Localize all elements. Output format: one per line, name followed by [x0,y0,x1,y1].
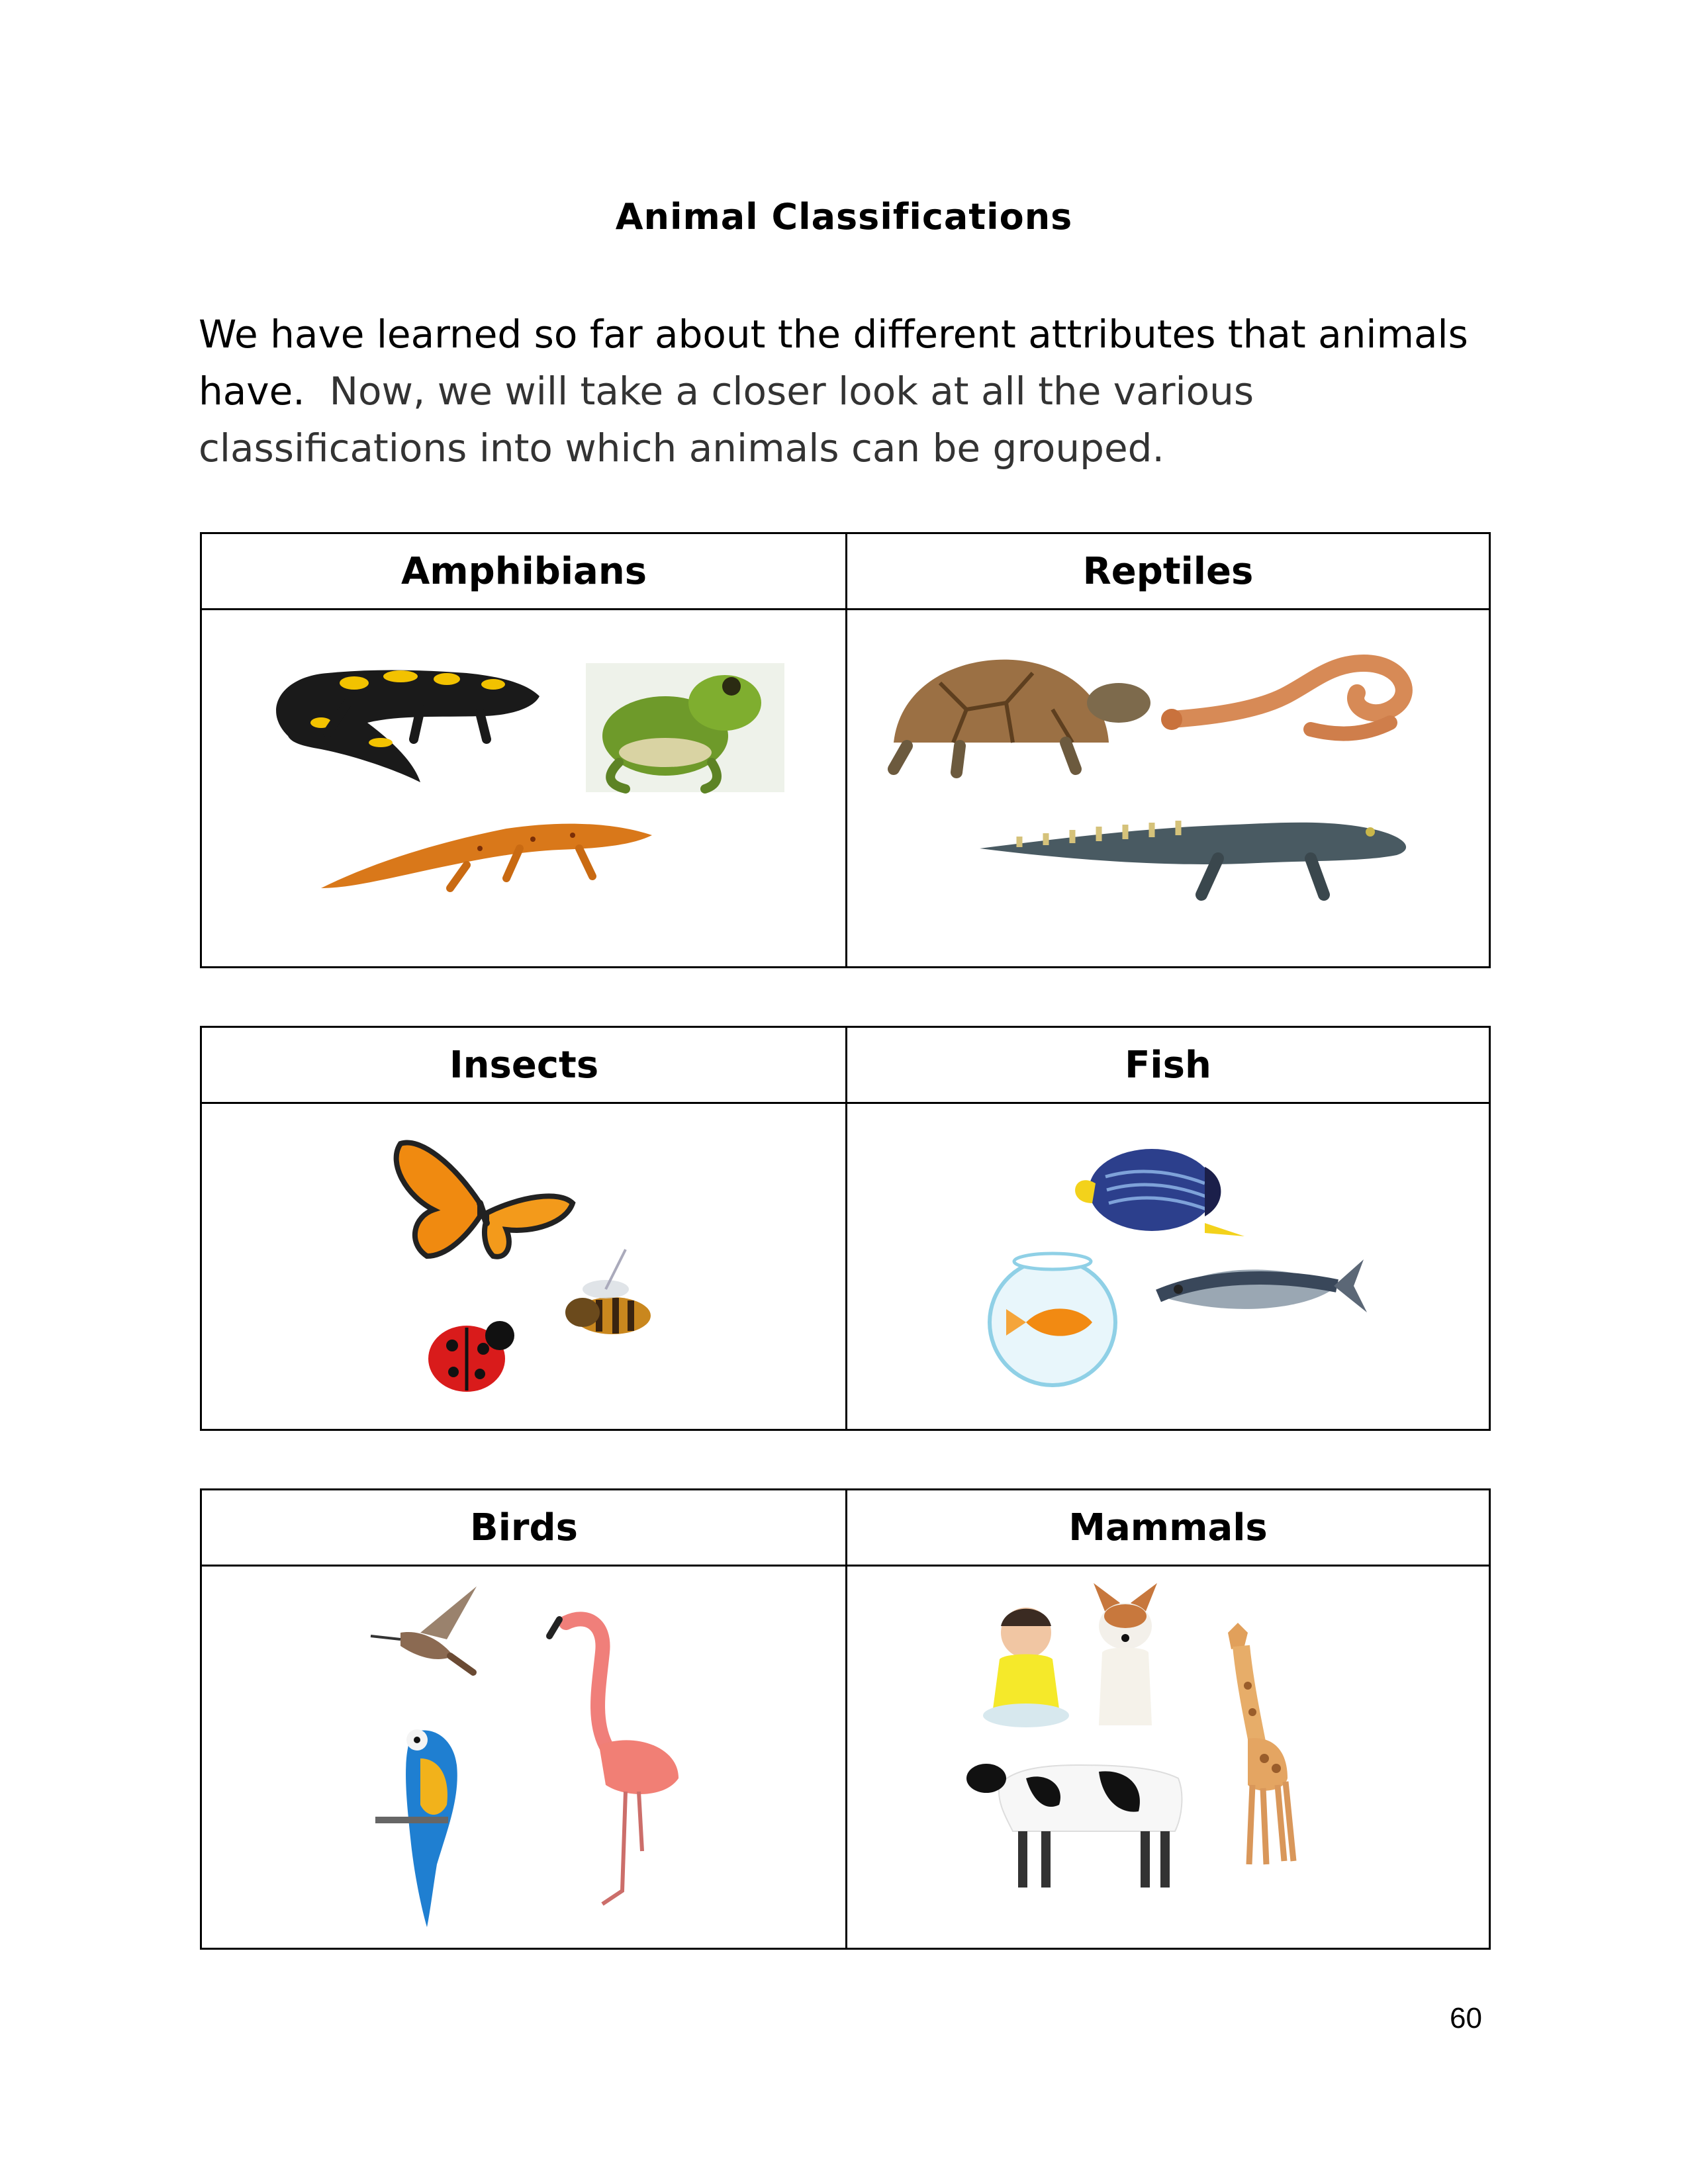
ladybug-image [428,1321,514,1392]
salamander-image [276,670,539,782]
page-number: 60 [1450,2002,1482,2034]
heading-amphibians: Amphibians [202,534,846,610]
cell-fish [847,1104,1489,1429]
cow-image [966,1764,1182,1888]
newt-image [321,824,652,888]
butterfly-image [397,1142,573,1256]
cell-mammals [847,1567,1489,1948]
baby-image [983,1608,1069,1727]
bee-image [565,1250,651,1334]
intro-part2: Now, we will take a closer look at all the various classifications into which animals can be grouped. [199,369,1254,471]
cell-reptiles [847,610,1489,966]
heading-mammals: Mammals [847,1490,1489,1567]
parrot-image [375,1729,457,1927]
heading-birds: Birds [202,1490,846,1567]
snake-image [1161,663,1404,734]
table-birds-mammals [200,1488,1491,1950]
alligator-image [980,821,1406,895]
hummingbird-image [371,1586,477,1672]
cell-insects [202,1104,846,1429]
heading-insects: Insects [202,1028,846,1104]
giraffe-image [1228,1623,1293,1864]
cell-birds [202,1567,846,1948]
intro-part1: We have learned so far about the different attributes that animals have. [199,312,1468,414]
table-amphibians-reptiles [200,532,1491,968]
angelfish-image [1075,1149,1327,1236]
goldfish-bowl-image [990,1253,1115,1385]
frog-image [586,663,784,792]
intro-paragraph [199,306,1509,477]
dog-image [1094,1583,1157,1725]
heading-reptiles: Reptiles [847,534,1489,610]
cell-amphibians [202,610,846,966]
table-insects-fish [200,1026,1491,1431]
turtle-image [894,660,1150,772]
tuna-image [1158,1259,1367,1312]
flamingo-image [549,1619,679,1904]
heading-fish: Fish [847,1028,1489,1104]
page-title: Animal Classifications [615,196,1073,238]
